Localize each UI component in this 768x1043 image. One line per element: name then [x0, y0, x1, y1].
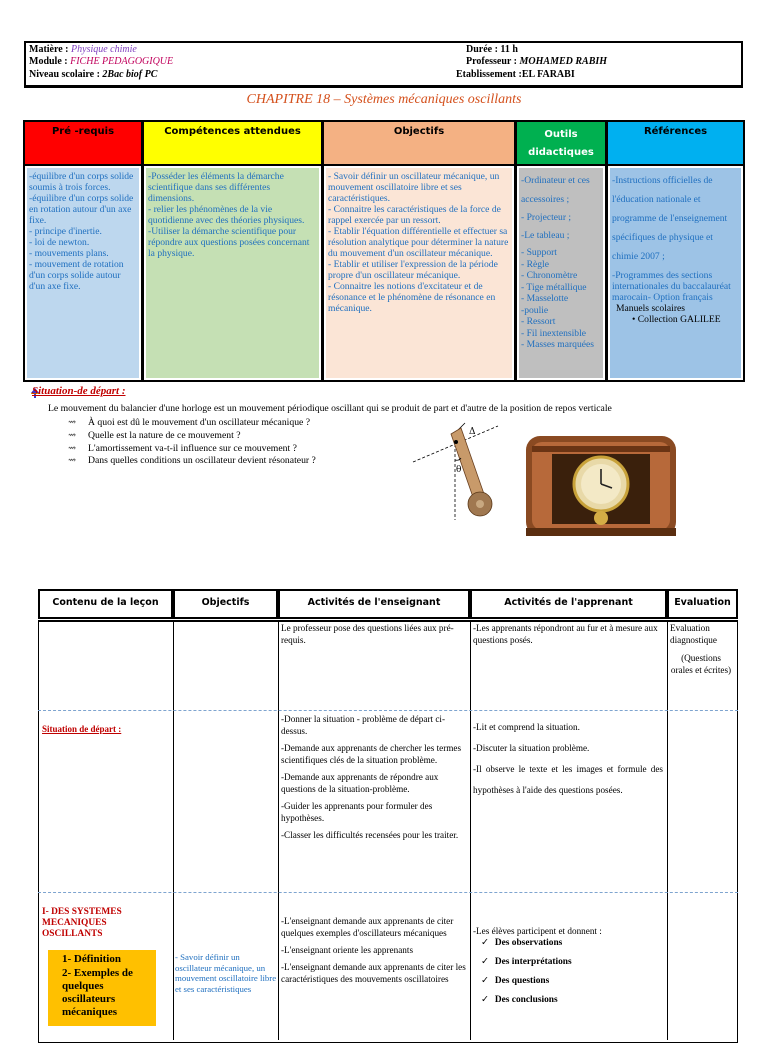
question-item: [68, 443, 297, 454]
matiere-value: Physique chimie: [71, 44, 137, 55]
prof-value: MOHAMED RABIH: [519, 56, 608, 67]
references-header: Références: [608, 122, 743, 166]
enseignant-activity: -Donner la situation - problème de départ ci-dessus.: [281, 714, 446, 736]
competence-item: -Posséder les éléments la démarche scientifique dans ses différentes dimensions.: [148, 171, 284, 204]
competences-column: [142, 120, 323, 382]
checkmark-icon: ✓: [481, 938, 489, 948]
check-label: Des questions: [494, 976, 550, 986]
niveau-label: Niveau scolaire :: [29, 69, 100, 80]
header-contenu: Contenu de la leçon: [38, 589, 173, 619]
header-enseignant: Activités de l'enseignant: [278, 589, 470, 619]
outil-item: - Projecteur ;: [521, 212, 572, 223]
theta-label: θ: [456, 465, 462, 475]
outil-item: -Ordinateur et ces accessoires ;: [521, 175, 590, 205]
wall-clock-image: [522, 432, 680, 540]
row-separator: [38, 892, 738, 893]
row2-contenu: Situation de départ :: [42, 724, 122, 734]
col-divider: [470, 620, 471, 1040]
prereq-item: -équilibre d'un corps solide en rotation autour d'un axe fixe.: [29, 193, 134, 226]
question-text: L'amortissement va-t-il influence sur ce mouvement ?: [88, 443, 297, 454]
references-body: [610, 168, 741, 378]
prereq-item: - mouvements plans.: [29, 248, 109, 259]
outil-item: -poulie: [521, 304, 549, 316]
arrow-bullet-icon: ⇝: [68, 443, 77, 454]
header-objectifs: Objectifs: [173, 589, 278, 619]
header-rule: [26, 85, 741, 87]
outil-item: - Masses marquées: [521, 339, 594, 350]
reference-item: -Instructions officielles de l'éducation nationale et programme de l'enseignement spécifiques de physique et chimie 2007 ;: [612, 175, 728, 262]
outils-body: [519, 168, 603, 378]
outils-header: Outils didactiques: [517, 122, 605, 166]
outils-column: [515, 120, 607, 382]
outil-item: - Tige métallique: [521, 281, 587, 293]
references-column: [606, 120, 745, 382]
competences-header: Compétences attendues: [144, 122, 321, 166]
manuels-label: Manuels scolaires: [616, 303, 686, 314]
col-divider: [278, 620, 279, 1040]
reference-item: -Programmes des sections internationales du baccalauréat marocain- Option français: [612, 270, 731, 303]
competence-item: -Utiliser la démarche scientifique pour répondre aux questions posées concernant la physique.: [148, 226, 310, 259]
outil-item: - Support: [521, 247, 557, 258]
enseignant-activity: -Classer les difficultés recensées pour les traiter.: [281, 830, 459, 840]
checkmark-icon: ✓: [481, 976, 489, 986]
enseignant-activity: -Guider les apprenants pour formuler des hypothèses.: [281, 801, 433, 823]
row2-enseignant: [281, 713, 467, 846]
objectif-item: - Savoir définir un oscillateur mécanique, un mouvement oscillatoire libre et ses caractéristiques.: [328, 171, 500, 204]
apprenant-intro: -Les élèves participent et donnent :: [473, 926, 602, 936]
check-item: [473, 975, 663, 988]
row3-objectif: - Savoir définir un oscillateur mécanique, un mouvement oscillatoire libre et ses caractéristiques: [175, 952, 277, 994]
header-box: [24, 41, 743, 88]
niveau-value: 2Bac biof PC: [102, 69, 158, 80]
row1-apprenant: -Les apprenants répondront au fur et à mesure aux questions posés.: [473, 623, 658, 645]
competences-body: [146, 168, 319, 378]
arrow-bullet-icon: ⇝: [68, 455, 77, 466]
row-separator: [38, 710, 738, 711]
question-text: Quelle est la nature de ce mouvement ?: [88, 430, 241, 441]
evaluation-type: Evaluation diagnostique: [670, 623, 717, 645]
col-divider: [667, 620, 668, 1040]
duree: Durée : 11 h: [466, 44, 518, 55]
chapter-title: CHAPITRE 18 – Systèmes mécaniques oscillants: [246, 92, 522, 107]
row3-enseignant: [281, 915, 467, 990]
check-label: Des conclusions: [494, 995, 558, 1005]
evaluation-mode: (Questions orales et écrites): [670, 653, 732, 675]
top-table: [23, 120, 745, 382]
apprenant-activity: -Il observe le texte et les images et formule des hypothèses à l'aide des questions posées.: [473, 764, 663, 795]
delta-label: Δ: [469, 427, 476, 437]
pendulum-diagram: [408, 420, 518, 530]
question-item: [68, 455, 316, 466]
question-item: [68, 417, 310, 428]
collection-label: Collection GALILEE: [637, 314, 721, 325]
matiere-line: [29, 44, 137, 56]
col-divider: [173, 620, 174, 1040]
outil-item: - Masselotte: [521, 293, 569, 304]
check-item: [473, 994, 663, 1007]
row1-enseignant: Le professeur pose des questions liées aux pré-requis.: [281, 623, 454, 645]
situation-title: Situation-de départ :: [32, 385, 126, 397]
outil-item: -Le tableau ;: [521, 229, 570, 241]
prof-line: [466, 56, 607, 68]
row3-subtopics: [48, 950, 156, 1026]
row3-apprenant: [473, 925, 663, 1007]
question-text: Dans quelles conditions un oscillateur devient résonateur ?: [88, 455, 316, 466]
lesson-table: [38, 589, 738, 1024]
module-label: Module :: [29, 56, 68, 67]
matiere-label: Matière :: [29, 44, 69, 55]
header-apprenant: Activités de l'apprenant: [470, 589, 667, 619]
module-value: FICHE PEDAGOGIQUE: [70, 56, 174, 67]
subtopic-item: 2- Exemples de quelques oscillateurs mécaniques: [62, 967, 133, 1018]
prereq-item: - principe d'inertie.: [29, 226, 102, 237]
etablissement: Etablissement :EL FARABI: [456, 69, 575, 80]
row3-section-title: I- DES SYSTEMES MECANIQUES OSCILLANTS: [42, 907, 122, 939]
objectifs-body: [326, 168, 512, 378]
objectifs-column: [322, 120, 516, 382]
outil-item: - Chronomètre: [521, 270, 578, 281]
enseignant-activity: -L'enseignant oriente les apprenants: [281, 945, 414, 955]
checkmark-icon: ✓: [481, 957, 489, 967]
check-item: [473, 956, 663, 969]
apprenant-activity: -Discuter la situation problème.: [473, 743, 590, 753]
prof-label: Professeur :: [466, 56, 518, 67]
outil-item: - Fil inextensible: [521, 327, 587, 339]
outil-item: - Règle: [521, 258, 549, 270]
enseignant-activity: -L'enseignant demande aux apprenants de citer les caractéristiques des mouvements oscillatoires: [281, 962, 466, 984]
arrow-bullet-icon: ⇝: [68, 430, 77, 441]
enseignant-activity: -L'enseignant demande aux apprenants de citer quelques exemples d'oscillateurs mécaniques: [281, 916, 454, 938]
prereq-item: - mouvement de rotation d'un corps solide autour d'un axe fixe.: [29, 259, 124, 292]
arrow-bullet-icon: ⇝: [68, 417, 77, 428]
objectif-item: - Etablir l'équation différentielle et effectuer sa résolution analytique pour déterminer la nature du mouvement d'un oscillateur mécanique.: [328, 226, 509, 259]
row2-apprenant: [473, 717, 663, 801]
module-line: [29, 56, 173, 68]
question-text: À quoi est dû le mouvement d'un oscillateur mécanique ?: [88, 417, 311, 428]
question-item: [68, 430, 241, 441]
apprenant-activity: -Lit et comprend la situation.: [473, 722, 580, 732]
objectif-item: - Connaitre les caractéristiques de la force de rappel exercée par un ressort.: [328, 204, 501, 226]
check-label: Des observations: [494, 938, 563, 948]
outil-item: - Ressort: [521, 316, 556, 327]
situation-description: Le mouvement du balancier d'une horloge est un mouvement périodique oscillant qui se produit de part et d'autre de la position de repos verticale: [48, 403, 612, 414]
checkmark-icon: ✓: [481, 995, 489, 1005]
prereq-column: [23, 120, 143, 382]
collection-item: • Collection GALILEE: [632, 314, 721, 325]
subtopic-item: 1- Définition: [62, 953, 121, 965]
enseignant-activity: -Demande aux apprenants de répondre aux questions de la situation-problème.: [281, 772, 439, 794]
prereq-item: -équilibre d'un corps solide soumis à trois forces.: [29, 171, 134, 193]
check-label: Des interprétations: [494, 957, 572, 967]
objectifs-header: Objectifs: [324, 122, 514, 166]
prereq-body: [27, 168, 139, 378]
prereq-item: - loi de newton.: [29, 237, 90, 248]
header-evaluation: Evaluation: [667, 589, 738, 619]
objectif-item: - Etablir et utiliser l'expression de la période propre d'un oscillateur mécanique.: [328, 259, 498, 281]
competence-item: - relier les phénomènes de la vie quotidienne avec des théories physiques.: [148, 204, 305, 226]
row1-evaluation: [670, 622, 736, 676]
enseignant-activity: -Demande aux apprenants de chercher les termes scientifiques clés de la situation problème.: [281, 743, 462, 765]
prereq-header: Pré -requis: [25, 122, 141, 166]
check-item: [473, 937, 663, 950]
niveau-line: [29, 69, 157, 81]
objectif-item: - Connaitre les notions d'excitateur et de résonance et le phénomène de résonance en mécanique.: [328, 281, 496, 314]
